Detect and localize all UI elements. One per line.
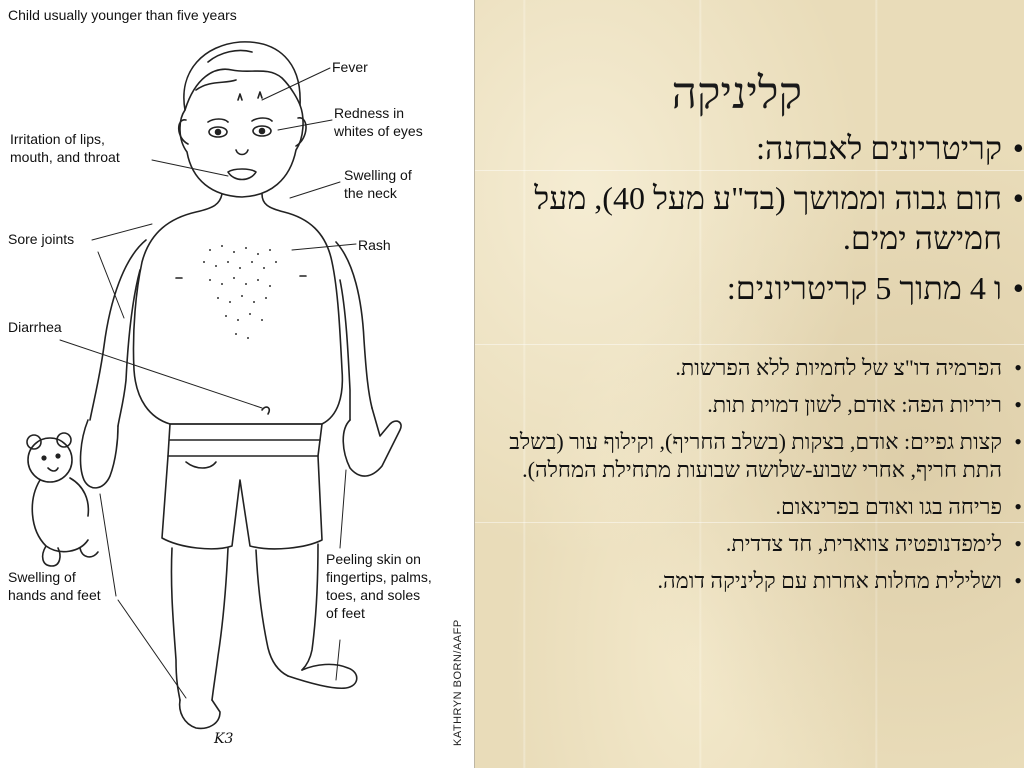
figure-caption: Child usually younger than five years xyxy=(8,7,237,23)
child-shorts xyxy=(162,424,322,549)
child-foot-left xyxy=(180,700,220,728)
sub-bullet-item: • לימפדנופטיה צווארית, חד צדדית. xyxy=(502,530,1002,558)
texture-line xyxy=(475,344,1024,345)
bullet-item: • חום גבוה וממושך (בד"ע מעל 40), מעל חמישה ימים. xyxy=(502,178,1002,258)
child-torso xyxy=(133,194,342,424)
label-sore-joints: Sore joints xyxy=(8,231,75,247)
artist-signature: K3 xyxy=(214,731,234,747)
sub-bullet-item: • ושלילית מחלות אחרות עם קליניקה דומה. xyxy=(502,567,1002,595)
slide-text-panel xyxy=(475,0,1024,768)
label-fever: Fever xyxy=(332,59,368,75)
label-peeling-skin: Peeling skin on fingertips, palms, toes, and soles of feet xyxy=(326,551,432,621)
teddy-bear xyxy=(27,433,98,566)
sub-bullet-item: • פריחה בגו ואודם בפרינאום. xyxy=(502,493,1002,521)
child-nose xyxy=(236,150,248,155)
child-hair xyxy=(185,50,300,110)
child-foot-right xyxy=(288,664,357,688)
child-hand-left xyxy=(81,420,118,488)
child-hand-right xyxy=(343,408,401,476)
bullet-item: • ו 4 מתוך 5 קריטריונים: xyxy=(502,268,1002,308)
illustration-credit: KATHRYN BORN/AAFP xyxy=(452,619,464,746)
child-leg-left xyxy=(171,548,180,700)
label-diarrhea: Diarrhea xyxy=(8,319,62,335)
child-arm-right xyxy=(336,242,372,408)
child-head xyxy=(180,42,303,197)
label-hands-feet-swelling: Swelling of hands and feet xyxy=(8,569,101,603)
criteria-sub-list xyxy=(502,354,1002,604)
label-rash: Rash xyxy=(358,237,391,253)
sub-bullet-item: • ריריות הפה: אודם, לשון דמוית תות. xyxy=(502,391,1002,419)
slide-title: קליניקה xyxy=(671,69,802,118)
child-navel xyxy=(262,407,269,414)
bullet-item: • קריטריונים לאבחנה: xyxy=(502,128,1002,168)
rash-dots xyxy=(203,245,277,339)
sub-bullet-item: • קצות גפיים: אודם, בצקות (בשלב החריף), וקילוף עור (בשלב התת חריף, אחרי שבוע-שלושה שבועות מתחילת המחלה). xyxy=(502,428,1002,484)
label-neck-swelling: Swelling of the neck xyxy=(344,167,412,201)
child-ear-right xyxy=(296,118,306,146)
label-lips-mouth-throat: Irritation of lips, mouth, and throat xyxy=(10,131,120,165)
child-illustration-panel xyxy=(0,0,475,768)
main-bullet-list xyxy=(502,128,1002,318)
label-red-eyes: Redness in whites of eyes xyxy=(334,105,423,139)
child-mouth xyxy=(228,169,256,180)
child-leg-right xyxy=(256,550,288,676)
child-arm-left xyxy=(90,240,146,420)
sub-bullet-item: • הפרמיה דו"צ של לחמיות ללא הפרשות. xyxy=(502,354,1002,382)
